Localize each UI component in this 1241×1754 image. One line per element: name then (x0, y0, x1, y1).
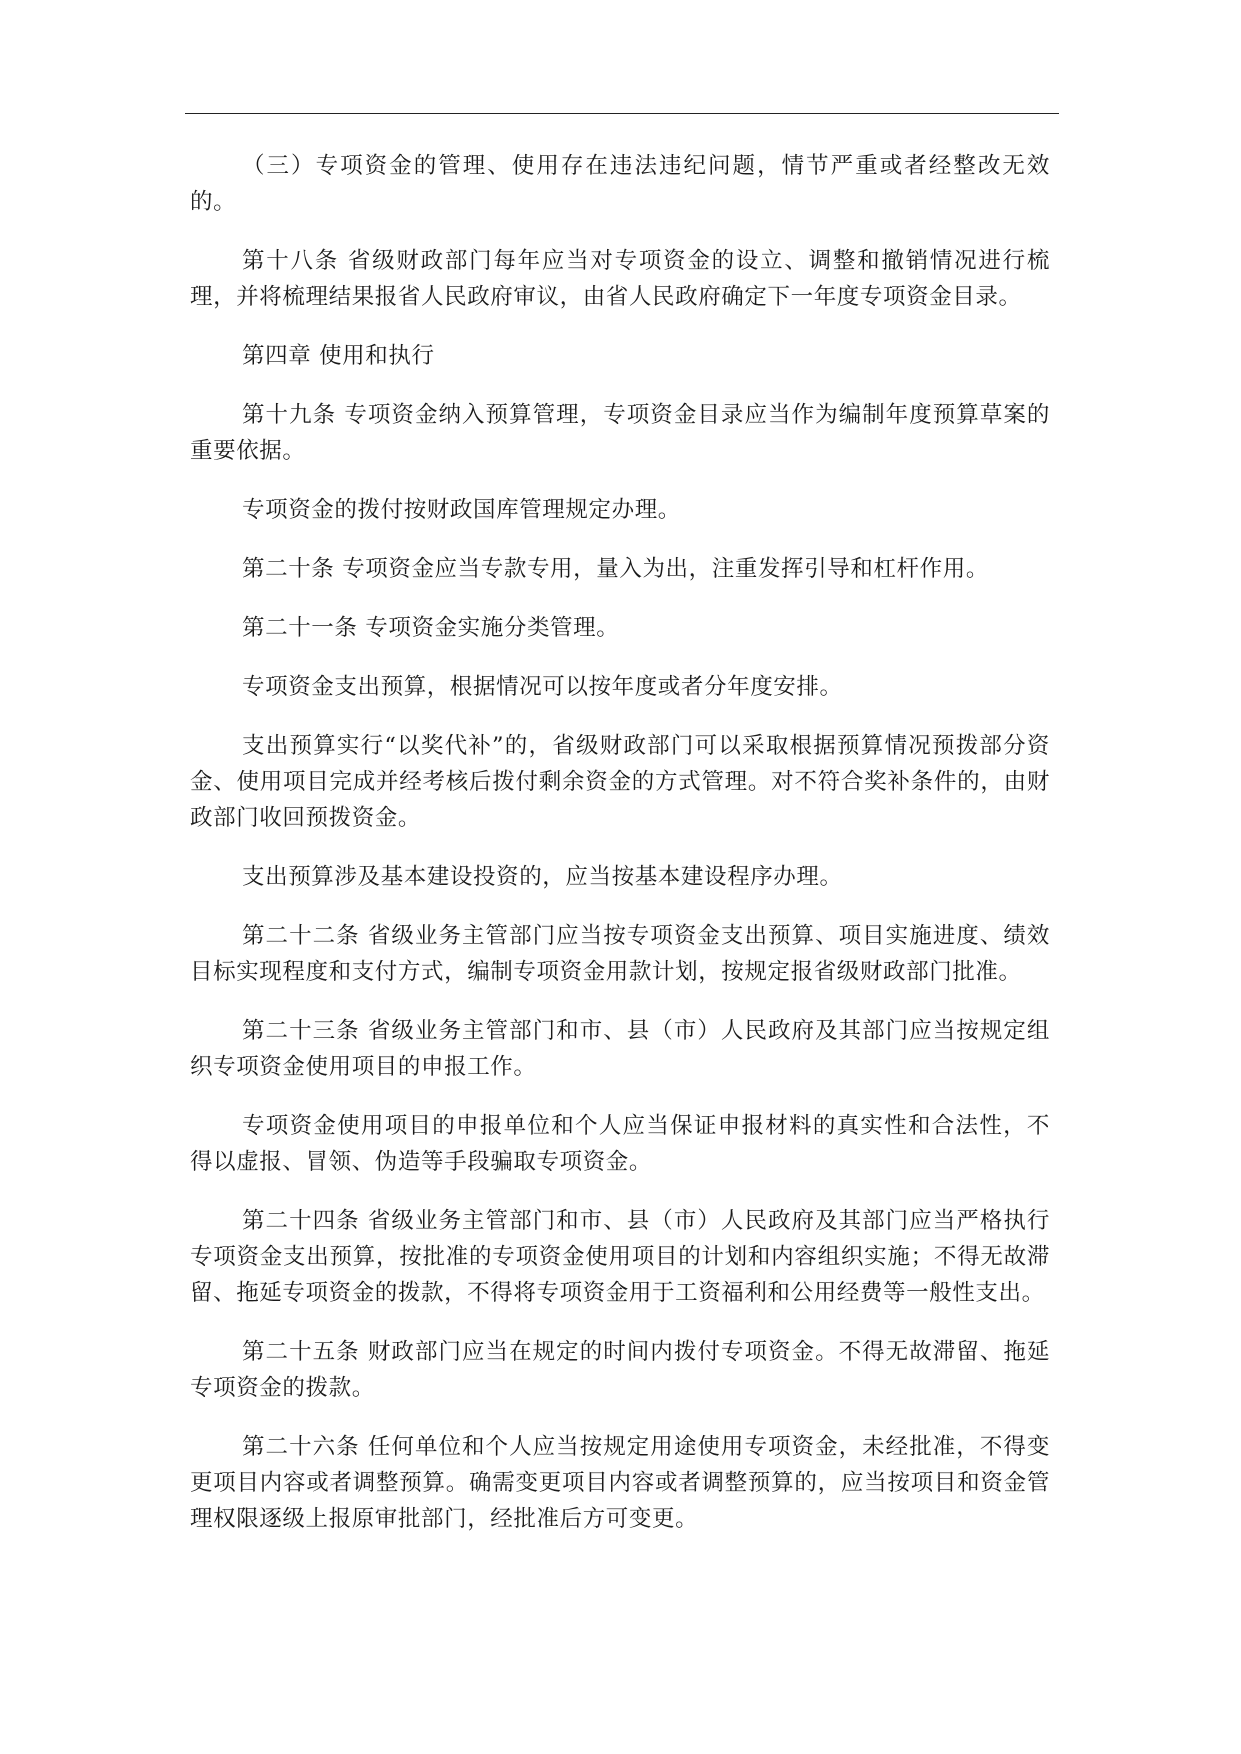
paragraph: （三）专项资金的管理、使用存在违法违纪问题，情节严重或者经整改无效的。 (190, 153, 1050, 215)
paragraph: 专项资金的拨付按财政国库管理规定办理。 (242, 497, 681, 523)
article-21: 第二十一条 专项资金实施分类管理。 (242, 615, 620, 641)
paragraph: 专项资金支出预算，根据情况可以按年度或者分年度安排。 (242, 674, 843, 700)
header-rule (185, 113, 1059, 114)
document-body (190, 148, 1050, 1560)
article-18: 第十八条 省级财政部门每年应当对专项资金的设立、调整和撤销情况进行梳理，并将梳理结果报省人民政府审议，由省人民政府确定下一年度专项资金目录。 (190, 248, 1050, 310)
article-20: 第二十条 专项资金应当专款专用，量入为出，注重发挥引导和杠杆作用。 (242, 556, 989, 582)
paragraph: 支出预算实行“以奖代补”的，省级财政部门可以采取根据预算情况预拨部分资金、使用项目完成并经考核后拨付剩余资金的方式管理。对不符合奖补条件的，由财政部门收回预拨资金。 (190, 733, 1050, 831)
chapter-heading: 第四章 使用和执行 (242, 343, 435, 369)
article-19: 第十九条 专项资金纳入预算管理，专项资金目录应当作为编制年度预算草案的重要依据。 (190, 402, 1050, 464)
article-23: 第二十三条 省级业务主管部门和市、县（市）人民政府及其部门应当按规定组织专项资金使用项目的申报工作。 (190, 1018, 1050, 1080)
article-25: 第二十五条 财政部门应当在规定的时间内拨付专项资金。不得无故滞留、拖延专项资金的拨款。 (190, 1339, 1050, 1401)
article-22: 第二十二条 省级业务主管部门应当按专项资金支出预算、项目实施进度、绩效目标实现程度和支付方式，编制专项资金用款计划，按规定报省级财政部门批准。 (190, 923, 1050, 985)
article-26: 第二十六条 任何单位和个人应当按规定用途使用专项资金，未经批准，不得变更项目内容或者调整预算。确需变更项目内容或者调整预算的，应当按项目和资金管理权限逐级上报原审批部门，经批准后方可变更。 (190, 1434, 1050, 1532)
article-24: 第二十四条 省级业务主管部门和市、县（市）人民政府及其部门应当严格执行专项资金支出预算，按批准的专项资金使用项目的计划和内容组织实施；不得无故滞留、拖延专项资金的拨款，不得将专项资金用于工资福利和公用经费等一般性支出。 (190, 1208, 1050, 1306)
paragraph: 支出预算涉及基本建设投资的，应当按基本建设程序办理。 (242, 864, 843, 890)
paragraph: 专项资金使用项目的申报单位和个人应当保证申报材料的真实性和合法性，不得以虚报、冒领、伪造等手段骗取专项资金。 (190, 1113, 1050, 1175)
